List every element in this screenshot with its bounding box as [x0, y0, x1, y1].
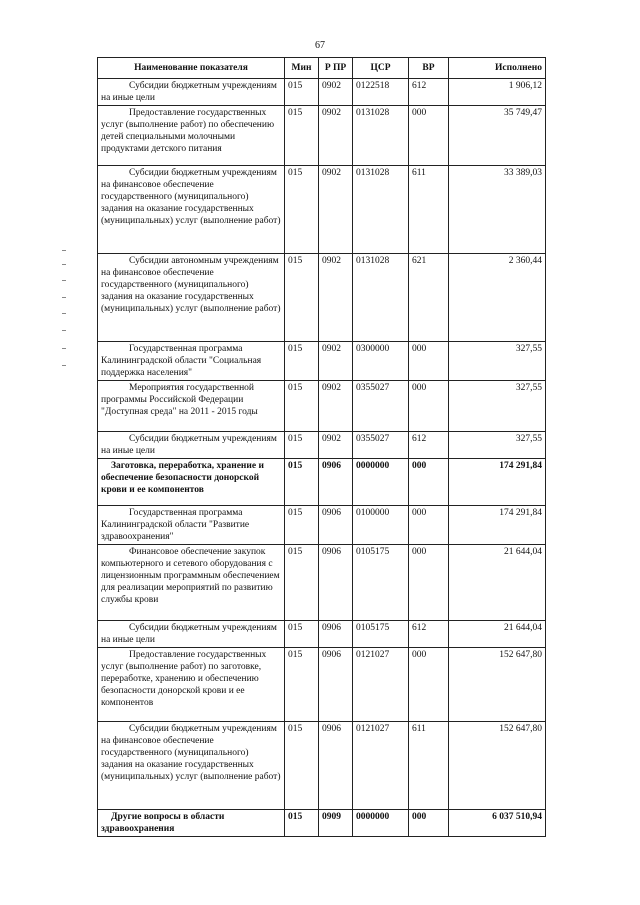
row-csr: 0355027 [353, 432, 409, 459]
row-rpr: 0906 [319, 506, 353, 545]
row-csr: 0105175 [353, 545, 409, 621]
row-vr: 612 [409, 621, 449, 648]
row-name-cell [98, 506, 285, 545]
row-min: 015 [285, 621, 319, 648]
table-row [98, 254, 546, 342]
row-vr: 611 [409, 166, 449, 254]
row-min: 015 [285, 166, 319, 254]
row-amount: 327,55 [449, 432, 546, 459]
row-rpr: 0902 [319, 79, 353, 106]
row-name-cell [98, 166, 285, 254]
column-header-csr: ЦСР [353, 58, 409, 79]
table-row [98, 79, 546, 106]
row-name: Заготовка, переработка, хранение и обеспечение безопасности донорской крови и ее компонентов [101, 461, 264, 495]
row-name: Государственная программа Калининградской области "Развитие здравоохранения" [101, 508, 250, 542]
row-name: Субсидии бюджетным учреждениям на иные цели [101, 434, 277, 456]
row-name: Государственная программа Калининградской области "Социальная поддержка населения" [101, 344, 262, 378]
row-name-cell [98, 459, 285, 506]
row-vr: 000 [409, 648, 449, 722]
table-row [98, 166, 546, 254]
row-amount: 174 291,84 [449, 459, 546, 506]
row-rpr: 0906 [319, 648, 353, 722]
row-name-cell [98, 381, 285, 432]
row-rpr: 0902 [319, 254, 353, 342]
row-csr: 0122518 [353, 79, 409, 106]
row-csr: 0100000 [353, 506, 409, 545]
row-rpr: 0906 [319, 459, 353, 506]
row-rpr: 0902 [319, 432, 353, 459]
row-vr: 000 [409, 381, 449, 432]
table-row [98, 432, 546, 459]
column-header-amount: Исполнено [449, 58, 546, 79]
row-name: Финансовое обеспечение закупок компьютерного и сетевого оборудования с лицензионным программным обеспечением для реализации мероприятий по развитию службы крови [101, 547, 280, 605]
row-name: Субсидии бюджетным учреждениям на иные цели [101, 623, 277, 645]
row-amount: 152 647,80 [449, 648, 546, 722]
row-rpr: 0906 [319, 722, 353, 810]
row-min: 015 [285, 648, 319, 722]
row-name: Субсидии бюджетным учреждениям на финансовое обеспечение государственного (муниципального) задания на оказание государственных (муниципальных) услуг (выполнение работ) [101, 168, 281, 226]
row-name-cell [98, 810, 285, 837]
row-name-cell [98, 648, 285, 722]
row-name: Субсидии бюджетным учреждениям на иные цели [101, 81, 277, 103]
row-name: Другие вопросы в области здравоохранения [101, 812, 225, 834]
row-min: 015 [285, 545, 319, 621]
row-rpr: 0909 [319, 810, 353, 837]
row-csr: 0131028 [353, 254, 409, 342]
row-rpr: 0902 [319, 106, 353, 166]
row-amount: 1 906,12 [449, 79, 546, 106]
row-vr: 000 [409, 342, 449, 381]
page-number: 67 [315, 40, 325, 51]
row-min: 015 [285, 459, 319, 506]
row-name: Предоставление государственных услуг (выполнение работ) по обеспечению детей специальными молочными продуктами детского питания [101, 108, 275, 154]
row-min: 015 [285, 381, 319, 432]
row-name-cell [98, 722, 285, 810]
row-amount: 21 644,04 [449, 545, 546, 621]
row-vr: 000 [409, 106, 449, 166]
row-vr: 611 [409, 722, 449, 810]
table-body [98, 79, 546, 837]
row-csr: 0131028 [353, 106, 409, 166]
row-min: 015 [285, 254, 319, 342]
row-min: 015 [285, 342, 319, 381]
row-name-cell [98, 106, 285, 166]
row-csr: 0121027 [353, 722, 409, 810]
row-name: Субсидии автономным учреждениям на финансовое обеспечение государственного (муниципального) задания на оказание государственных (муниципальных) услуг (выполнение работ) [101, 256, 281, 314]
row-rpr: 0902 [319, 381, 353, 432]
row-name: Предоставление государственных услуг (выполнение работ) по заготовке, переработке, хранению и обеспечению безопасности донорской крови и ее компонентов [101, 650, 267, 708]
row-csr: 0121027 [353, 648, 409, 722]
table-row [98, 722, 546, 810]
table-header-row [98, 58, 546, 79]
table-row [98, 381, 546, 432]
row-vr: 000 [409, 459, 449, 506]
column-header-name: Наименование показателя [98, 58, 285, 79]
row-csr: 0000000 [353, 459, 409, 506]
row-rpr: 0906 [319, 621, 353, 648]
table-row [98, 810, 546, 837]
row-amount: 327,55 [449, 342, 546, 381]
row-csr: 0105175 [353, 621, 409, 648]
row-amount: 6 037 510,94 [449, 810, 546, 837]
row-vr: 612 [409, 432, 449, 459]
table-row [98, 648, 546, 722]
row-amount: 35 749,47 [449, 106, 546, 166]
table-row [98, 342, 546, 381]
row-min: 015 [285, 79, 319, 106]
margin-marks [62, 250, 68, 380]
row-vr: 621 [409, 254, 449, 342]
row-amount: 327,55 [449, 381, 546, 432]
table-row [98, 106, 546, 166]
row-csr: 0300000 [353, 342, 409, 381]
column-header-vr: ВР [409, 58, 449, 79]
row-vr: 000 [409, 810, 449, 837]
row-name-cell [98, 254, 285, 342]
row-amount: 2 360,44 [449, 254, 546, 342]
row-rpr: 0902 [319, 166, 353, 254]
row-name-cell [98, 432, 285, 459]
row-vr: 000 [409, 506, 449, 545]
column-header-rpr: Р ПР [319, 58, 353, 79]
column-header-min: Мин [285, 58, 319, 79]
row-min: 015 [285, 432, 319, 459]
table-row [98, 459, 546, 506]
row-vr: 612 [409, 79, 449, 106]
row-csr: 0000000 [353, 810, 409, 837]
row-name-cell [98, 545, 285, 621]
row-min: 015 [285, 722, 319, 810]
table-row [98, 621, 546, 648]
row-name: Субсидии бюджетным учреждениям на финансовое обеспечение государственного (муниципального) задания на оказание государственных (муниципальных) услуг (выполнение работ) [101, 724, 281, 782]
table-row [98, 506, 546, 545]
row-csr: 0131028 [353, 166, 409, 254]
row-name-cell [98, 342, 285, 381]
row-rpr: 0902 [319, 342, 353, 381]
row-vr: 000 [409, 545, 449, 621]
row-rpr: 0906 [319, 545, 353, 621]
row-min: 015 [285, 106, 319, 166]
row-amount: 152 647,80 [449, 722, 546, 810]
row-name: Мероприятия государственной программы Российской Федерации "Доступная среда" на 2011 - 2015 годы [101, 383, 258, 417]
row-amount: 33 389,03 [449, 166, 546, 254]
row-name-cell [98, 79, 285, 106]
row-amount: 174 291,84 [449, 506, 546, 545]
table-row [98, 545, 546, 621]
row-name-cell [98, 621, 285, 648]
row-min: 015 [285, 810, 319, 837]
budget-table [97, 57, 546, 837]
row-min: 015 [285, 506, 319, 545]
row-amount: 21 644,04 [449, 621, 546, 648]
row-csr: 0355027 [353, 381, 409, 432]
